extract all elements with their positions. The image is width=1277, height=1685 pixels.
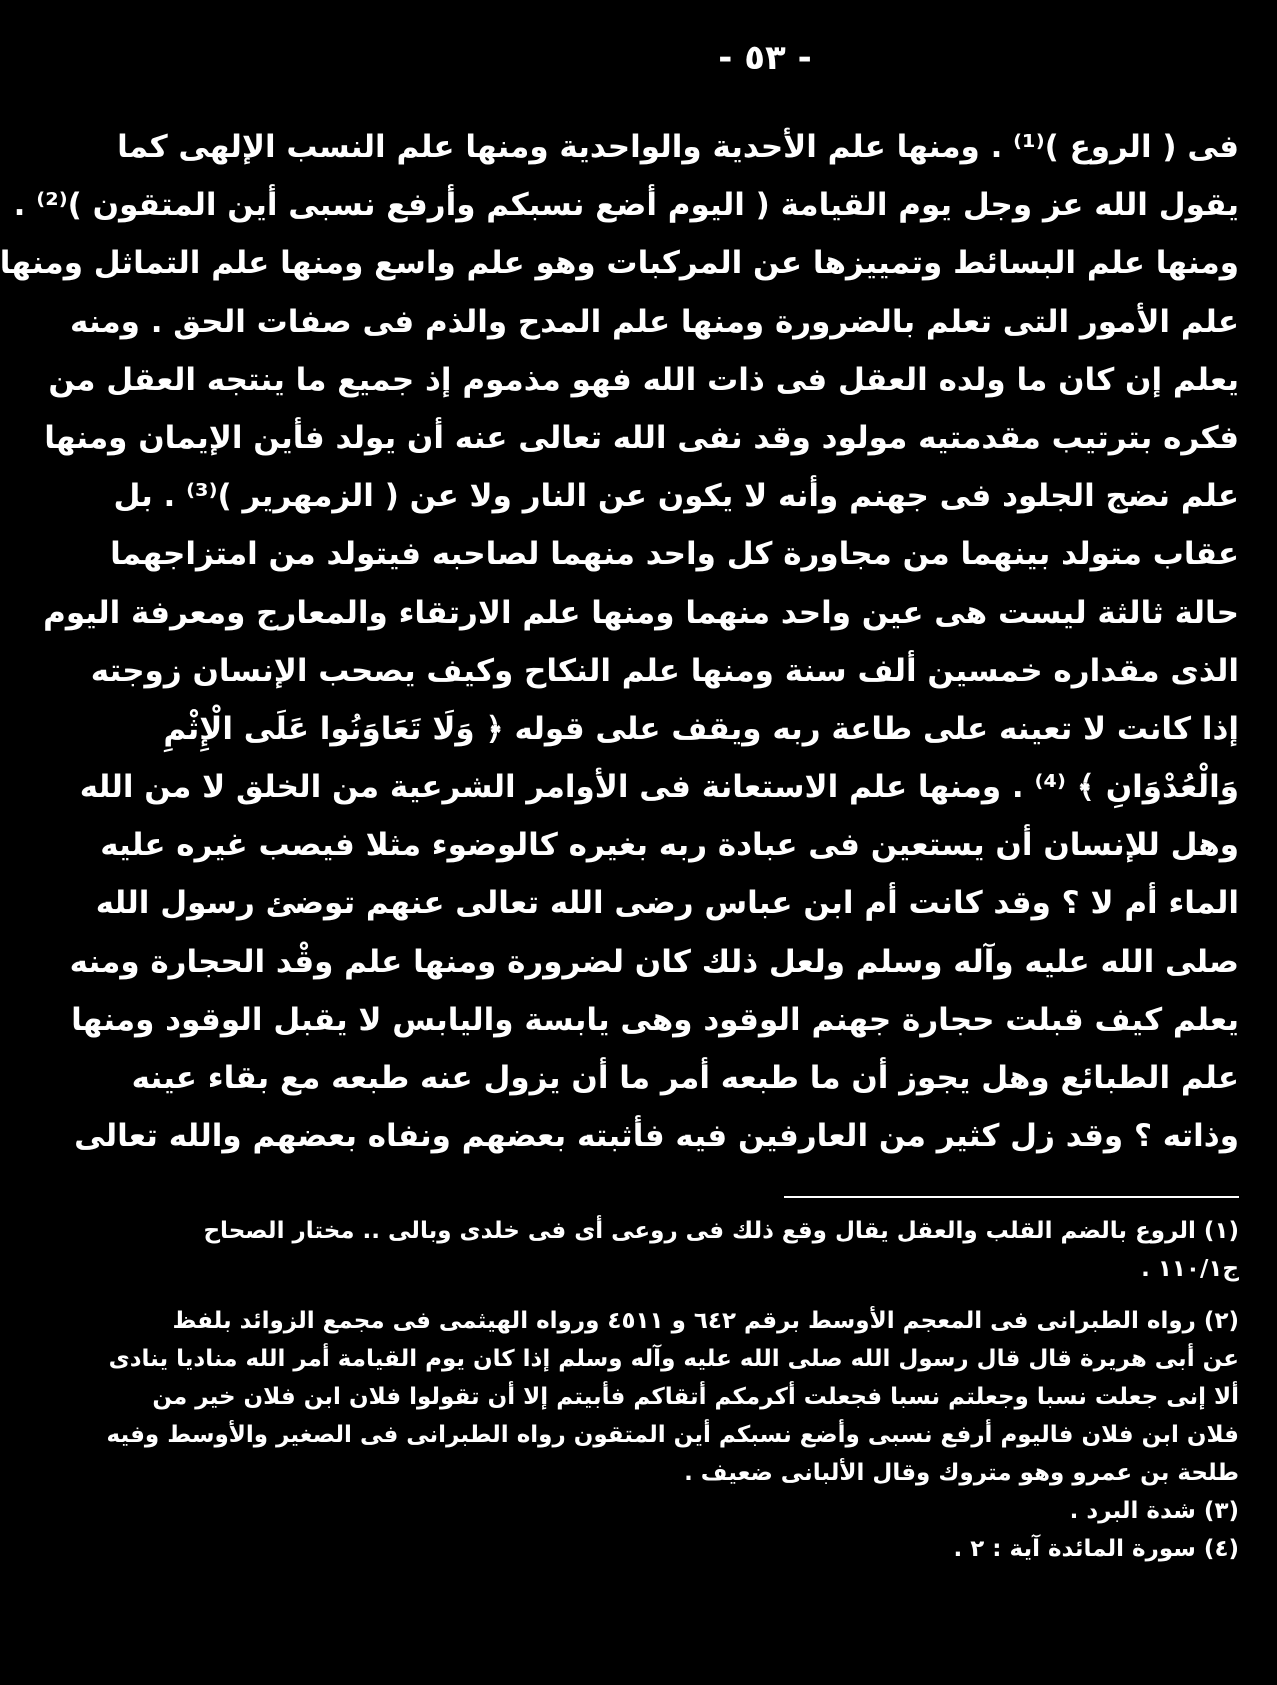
footnote-line: ج١١٠/١ . xyxy=(1141,1256,1239,1282)
text-line: فى ( الروع )⁽¹⁾ . ومنها علم الأحدية والواحدية ومنها علم النسب الإلهى كما xyxy=(117,129,1239,165)
footnote-2 xyxy=(106,1302,1239,1492)
page-number: - ٥٣ - xyxy=(718,38,812,78)
footnote-3 xyxy=(295,1492,1239,1530)
footnote-line: (١) الروع بالضم القلب والعقل يقال وقع ذلك فى روعى أى فى خلدى وبالى .. مختار الصحاح xyxy=(203,1218,1239,1244)
footnote-line: طلحة بن عمرو وهو متروك وقال الألبانى ضعيف . xyxy=(684,1460,1239,1486)
footnote-line: ألا إنى جعلت نسبا وجعلتم نسبا فجعلت أكرمكم أتقاكم فأبيتم إلا أن تقولوا فلان ابن فلان خير من xyxy=(152,1384,1239,1410)
text-line: الماء أم لا ؟ وقد كانت أم ابن عباس رضى الله تعالى عنهم توضئ رسول الله xyxy=(95,885,1239,922)
footnote-4 xyxy=(295,1530,1239,1568)
text-line: يعلم إن كان ما ولده العقل فى ذات الله فهو مذموم إذ جميع ما ينتجه العقل من xyxy=(48,361,1239,398)
text-line: وَالْعُدْوَانِ ﴾ ⁽⁴⁾ . ومنها علم الاستعانة فى الأوامر الشرعية من الخلق لا من الله xyxy=(79,769,1239,806)
text-line: إذا كانت لا تعينه على طاعة ربه ويقف على قوله ﴿ وَلَا تَعَاوَنُوا عَلَى الْإِثْمِ xyxy=(163,710,1239,747)
text-line: وهل للإنسان أن يستعين فى عبادة ربه بغيره كالوضوء مثلا فيصب غيره عليه xyxy=(100,827,1239,864)
text-line: علم الأمور التى تعلم بالضرورة ومنها علم المدح والذم فى صفات الحق . ومنه xyxy=(70,303,1239,340)
footnote-spacer xyxy=(295,1288,1239,1302)
text-line: ومنها علم البسائط وتمييزها عن المركبات وهو علم واسع ومنها علم التماثل ومنها xyxy=(0,245,1239,282)
footnote-line: فلان ابن فلان فاليوم أرفع نسبى وأضع نسبكم أين المتقون رواه الطبرانى فى الصغير والأوسط وفيه xyxy=(106,1422,1239,1448)
footnote-line: (٣) شدة البرد . xyxy=(1069,1498,1239,1524)
text-line: علم نضج الجلود فى جهنم وأنه لا يكون عن النار ولا عن ( الزمهرير )⁽³⁾ . بل xyxy=(113,478,1239,515)
text-line: وذاته ؟ وقد زل كثير من العارفين فيه فأثبته بعضهم ونفاه بعضهم والله تعالى xyxy=(74,1118,1239,1155)
text-line: يقول الله عز وجل يوم القيامة ( اليوم أضع نسبكم وأرفع نسبى أين المتقون )⁽²⁾ . xyxy=(13,187,1239,224)
text-line: عقاب متولد بينهما من مجاورة كل واحد منهما لصاحبه فيتولد من امتزاجهما xyxy=(110,536,1239,573)
text-line: يعلم كيف قبلت حجارة جهنم الوقود وهى يابسة واليابس لا يقبل الوقود ومنها xyxy=(71,1001,1239,1038)
main-text xyxy=(0,118,1239,1165)
footnote-line: عن أبى هريرة قال قال رسول الله صلى الله عليه وآله وسلم إذا كان يوم القيامة أمر الله مناديا ينادى xyxy=(108,1346,1239,1372)
text-line: علم الطبائع وهل يجوز أن ما طبعه أمر ما أن يزول عنه طبعه مع بقاء عينه xyxy=(131,1060,1239,1096)
footnote-line: (٢) رواه الطبرانى فى المعجم الأوسط برقم ٦٤٢ و ٤٥١١ ورواه الهيثمى فى مجمع الزوائد بلفظ xyxy=(172,1308,1239,1334)
footnote-divider xyxy=(784,1196,1239,1198)
footnote-1 xyxy=(203,1212,1239,1288)
text-line: صلى الله عليه وآله وسلم ولعل ذلك كان لضرورة ومنها علم وقْد الحجارة ومنه xyxy=(69,943,1239,980)
text-line: فكره بترتيب مقدمتيه مولود وقد نفى الله تعالى عنه أن يولد فأين الإيمان ومنها xyxy=(44,419,1239,456)
footnote-line: (٤) سورة المائدة آية : ٢ . xyxy=(953,1536,1239,1562)
footnotes xyxy=(106,1212,1239,1568)
text-line: الذى مقداره خمسين ألف سنة ومنها علم النكاح وكيف يصحب الإنسان زوجته xyxy=(90,652,1239,689)
text-line: حالة ثالثة ليست هى عين واحد منهما ومنها علم الارتقاء والمعارج ومعرفة اليوم xyxy=(43,594,1239,631)
